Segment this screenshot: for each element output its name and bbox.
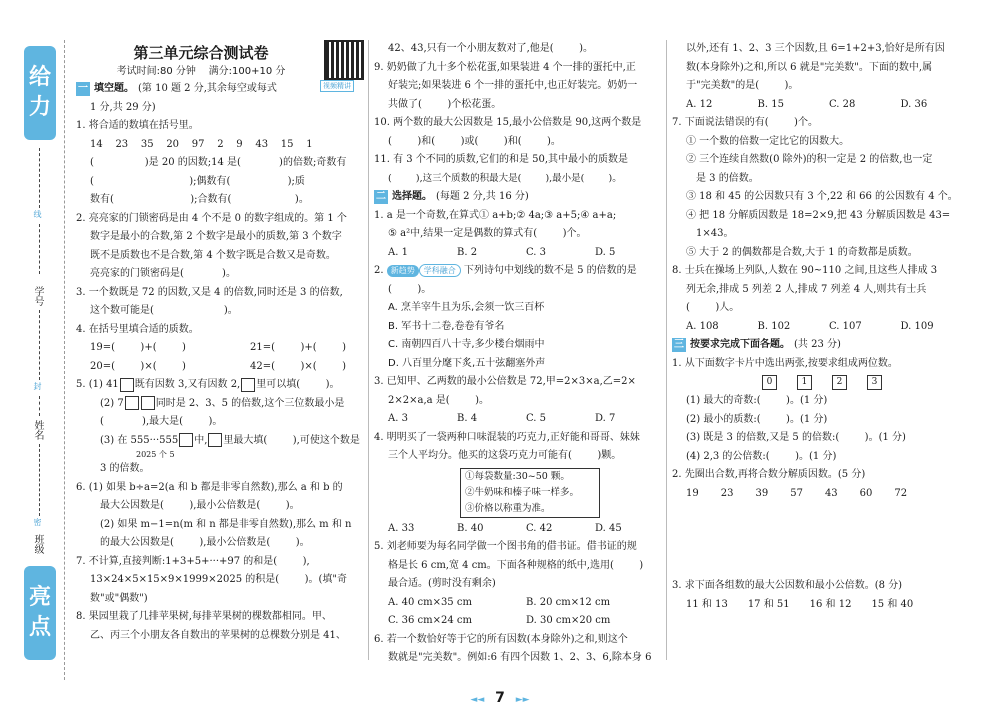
q2-line-1: 2. 亮亮家的门锁密码是由 4 个不是 0 的数字组成的。第 1 个 [76,212,347,224]
column-1 [76,40,366,645]
p3-pair: 11 和 13 [686,598,728,610]
q7-line-3: 数"或"偶数") [90,592,148,604]
c6-line-3: 以外,还有 1、2、3 三个因数,且 6=1+2+3,恰好是所有因 [686,43,945,54]
c2-option-a[interactable]: A. 烹羊宰牛且为乐,会须一饮三百杯 [388,302,545,313]
binding-strip [18,40,60,680]
qr-label[interactable]: 视频精讲 [320,80,354,92]
class-label: 班级 [32,534,43,554]
q5-3-blank[interactable] [179,433,193,447]
q5-1-blank-ref [241,378,255,392]
c6-line-2: 数就是"完美数"。例如:6 有四个因数 1、2、3、6,除本身 6 [388,652,652,663]
c8-option-b[interactable]: B. 102 [757,320,791,332]
q8-line-2: 乙、丙三个小朋友各自数出的苹果树的总棵数分别是 41、 [90,629,346,641]
c5-option-b[interactable]: B. 20 cm×12 cm [526,596,611,608]
bind-mark-seal: 封 [33,382,42,390]
q9-line-1: 9. 奶奶做了九十多个松花蛋,如果装进 4 个一排的蛋托中,正 [374,61,636,73]
c6-line-4: 数(本身除外)之和,所以 6 就是"完美数"。下面的数中,属 [686,61,933,73]
q5-1-c[interactable]: 里可以填( )。 [256,379,340,390]
qr-code-icon[interactable] [324,40,364,80]
q5-2 [76,395,366,414]
page-number: 7 [495,690,505,706]
q11-line-2[interactable]: ( ),这三个质数的积最大是( ),最小是( )。 [388,172,622,184]
c1-options [374,244,664,263]
q2-line-4[interactable]: 亮亮家的门锁密码是( )。 [90,268,236,279]
c5-line-3: 最合适。(剪时没有剩余) [388,578,496,589]
q4-eq-2[interactable]: 21=( )+( ) [250,342,346,353]
q8-line-3[interactable]: 42、43,只有一个小朋友数对了,他是( )。 [388,43,594,54]
p3-text: 3. 求下面各组数的最大公因数和最小公倍数。(8 分) [672,580,903,591]
q4-eq-1[interactable]: 19=( )+( ) [90,342,186,353]
q5-2-c[interactable]: ( ),最大是( )。 [100,416,223,427]
c4-hint-1: ①每袋数量:30~50 颗。 [465,470,570,482]
q6-line-2[interactable]: 最大公因数是( ),最小公倍数是( )。 [100,500,300,511]
c7-item-1: ① 一个数的倍数一定比它的因数大。 [686,135,850,147]
c7-item-5: ⑤ 大于 2 的偶数都是合数,大于 1 的奇数都是质数。 [686,246,918,258]
c7-item-4a: ④ 把 18 分解质因数是 18=2×9,把 43 分解质因数是 43= [686,209,951,221]
section-3-title: 按要求完成下面各题。 [690,339,790,350]
section-1-note: (第 10 题 2 分,其余每空或每式 [138,83,277,94]
section-3-header [672,336,972,355]
section-3-note: (共 23 分) [794,339,841,350]
digit-card: 3 [867,375,882,390]
q5-2-a: (2) 7 [100,397,124,409]
page-footer [0,690,1000,706]
q4-eq-4[interactable]: 42=( )×( ) [250,360,346,372]
tab-bottom-char-1: 亮 [28,585,51,610]
p1-sub-2[interactable]: (2) 最小的质数:( )。(1 分) [686,413,828,425]
c8-line-1: 8. 士兵在操场上列队,人数在 90~110 之间,且这些人排成 3 [672,265,938,276]
q9-line-2: 好装完;如果装进 6 个一排的蛋托中,也正好装完。奶奶一 [388,80,638,91]
score-label: 满分:100+10 分 [208,66,286,77]
q5-2-blank-1[interactable] [125,396,139,410]
q3-line-2[interactable]: 这个数可能是( )。 [90,305,238,316]
c2-line-1: 2. 新趋势 学科融合 下列诗句中划线的数不是 5 的倍数的是 [374,265,637,276]
c2-line-2[interactable]: ( )。 [388,283,432,295]
c7-text[interactable]: 7. 下面说法错误的有( )个。 [672,117,818,128]
q4-eq-3[interactable]: 20=( )×( ) [90,360,186,372]
tab-top-char-2: 力 [28,95,51,120]
p2-text: 2. 先圈出合数,再将合数分解质因数。(5 分) [672,469,866,480]
c1-option-d[interactable]: D. 5 [595,246,616,258]
p1-sub-1[interactable]: (1) 最大的奇数:( )。(1 分) [686,395,828,406]
c4-hint-3: ③价格以称重为准。 [465,502,551,514]
c1-option-a[interactable]: A. 1 [388,246,408,258]
q10-line-1: 10. 两个数的最大公因数是 15,最小公倍数是 90,这两个数是 [374,117,642,128]
c3-option-c[interactable]: C. 5 [526,413,547,424]
q5-3-c[interactable]: 里最大填( ),可使这个数是 [223,434,360,446]
c8-line-2: 列无余,排成 5 列差 2 人,排成 7 列差 4 人,则共有士兵 [686,283,927,295]
c2-option-b[interactable]: B. 军书十二卷,卷卷有爷名 [388,320,505,332]
section-2-note: (每题 2 分,共 16 分) [436,191,529,202]
q5-1-a: 5. (1) 41 [76,379,119,390]
column-2 [374,40,664,668]
c6-options [672,96,972,115]
prev-arrows-icon: ◄◄ [470,695,485,705]
p2-number[interactable]: 57 [790,487,803,499]
p3-pair: 16 和 12 [809,598,852,610]
q3-line-1: 3. 一个数既是 72 的因数,又是 4 的倍数,同时还是 3 的倍数, [76,286,343,298]
c3-option-d[interactable]: D. 7 [595,413,616,424]
next-arrows-icon: ►► [515,695,530,705]
q4-text: 4. 在括号里填合适的质数。 [76,323,199,335]
c5-options-row-2 [374,612,664,631]
column-3 [672,40,972,614]
c4-options [374,520,664,539]
c6-line-1: 6. 若一个数恰好等于它的所有因数(本身除外)之和,则这个 [374,633,628,645]
digit-card: 2 [832,375,847,390]
p2-answer-space[interactable] [672,503,972,577]
digit-card: 1 [797,375,812,390]
c5-line-2[interactable]: 格是长 6 cm,宽 4 cm。下面各种规格的纸中,选用( ) [388,559,644,571]
c6-option-a[interactable]: A. 12 [686,98,713,110]
q1-line-1[interactable]: ( )是 20 的因数;14 是( )的倍数;奇数有 [90,157,347,168]
c4-option-d[interactable]: D. 45 [595,522,622,534]
cut-line [64,40,65,680]
c5-options-row-1 [374,594,664,613]
p3-pair: 15 和 40 [871,598,914,610]
tab-bottom [24,566,56,660]
tab-bottom-char-2: 点 [28,615,51,640]
p2-number[interactable]: 72 [894,487,908,499]
student-id-label: 学号 [32,286,43,306]
c1-line-2[interactable]: ⑤ a²中,结果一定是偶数的算式有( )个。 [388,228,587,239]
section-2-title: 选择题。 [392,191,432,202]
c5-option-a[interactable]: A. 40 cm×35 cm [388,596,472,608]
c4-line-1: 4. 明明买了一袋两种口味混装的巧克力,正好能和哥哥、妹妹 [374,431,640,443]
subject-tag: 学科融合 [419,264,461,277]
q1-text: 1. 将合适的数填在括号里。 [76,120,199,131]
c1-line-1: 1. a 是一个奇数,在算式① a+b;② 4a;③ a+5;④ a+a; [374,209,617,221]
q7-line-2[interactable]: 13×24×5×15×9×1999×2025 的积是( )。(填"奇 [90,574,347,585]
p2-number[interactable]: 19 [686,487,699,499]
c2-option-d[interactable]: D. 八百里分麾下炙,五十弦翻塞外声 [388,357,546,369]
c3-options [374,410,664,429]
c7-item-2a: ② 三个连续自然数(0 除外)的积一定是 2 的倍数,也一定 [686,154,933,165]
q5-2-b: 同时是 2、3、5 的倍数,这个三位数最小是 [155,397,345,409]
c6-option-c[interactable]: C. 28 [829,98,856,110]
q4-row-2 [76,358,366,377]
c4-option-a[interactable]: A. 33 [388,522,415,534]
q2-line-2: 数字是最小的合数,第 2 个数字是最小的质数,第 3 个数字 [90,231,342,242]
q11-line-1: 11. 有 3 个不同的质数,它们的和是 50,其中最小的质数是 [374,154,629,165]
q5-3-e: 3 的倍数。 [100,463,150,474]
c3-line-1: 3. 已知甲、乙两数的最小公倍数是 72,甲=2×3×a,乙=2× [374,376,636,387]
p1-sub-3[interactable]: (3) 既是 3 的倍数,又是 5 的倍数:( )。(1 分) [686,432,906,443]
c6-option-b[interactable]: B. 15 [757,98,784,110]
q1-numbers: 14 23 35 20 97 2 9 43 15 1 [90,138,313,150]
bind-mark-secret: 密 [33,518,42,526]
p2-number[interactable]: 60 [859,487,873,499]
q5-2-blank-2[interactable] [141,396,155,410]
p1-sub-4[interactable]: (4) 2,3 的公倍数:( )。(1 分) [686,450,837,462]
section-3-number: 三 [674,339,684,351]
c8-options [672,318,972,337]
q9-line-3[interactable]: 共做了( )个松花蛋。 [388,98,502,110]
p3-numbers [672,596,972,615]
c4-hint-box [460,468,600,518]
c1-option-b[interactable]: B. 2 [457,246,478,258]
c7-item-3: ③ 18 和 45 的公因数只有 3 个,22 和 66 的公因数有 4 个。 [686,191,958,202]
c4-option-c[interactable]: C. 42 [526,522,553,534]
c6-line-5[interactable]: 于"完美数"的是( )。 [686,80,799,91]
q5-1-b: 既有因数 3,又有因数 2, [134,379,241,390]
c1-option-c[interactable]: C. 3 [526,246,547,258]
c7-item-2b: 是 3 的倍数。 [696,172,759,184]
trend-tag: 新趋势 [387,265,419,277]
p3-pair: 17 和 51 [747,598,790,610]
bind-mark-line: 线 [33,210,42,218]
q5-3-brace-label: 2025 个 5 [136,450,175,459]
page-title: 第三单元综合测试卷 [133,44,269,62]
column-divider-1 [368,40,369,660]
q5-1-blank[interactable] [120,378,134,392]
section-1-note-2: 1 分,共 29 分) [90,101,156,113]
q7-line-1[interactable]: 7. 不计算,直接判断:1+3+5+···+97 的和是( ), [76,555,310,567]
p1-text: 1. 从下面数字卡片中选出两张,按要求组成两位数。 [672,357,898,369]
q8-line-1: 8. 果园里栽了几排苹果树,每排苹果树的棵数都相同。甲、 [76,611,332,622]
c8-option-a[interactable]: A. 108 [686,320,719,332]
c8-line-3[interactable]: ( )人。 [686,302,740,313]
section-2-header [374,188,664,207]
q10-line-2[interactable]: ( )和( )或( )和( )。 [388,135,561,147]
q5-3 [76,432,366,451]
c3-line-2[interactable]: 2×2×a,a 是( )。 [388,394,489,406]
c5-option-c[interactable]: C. 36 cm×24 cm [388,615,473,626]
column-divider-2 [666,40,667,660]
c2-text: 下列诗句中划线的数不是 5 的倍数的是 [463,265,637,276]
c2-option-c[interactable]: C. 南朝四百八十寺,多少楼台烟雨中 [388,339,545,350]
c8-option-d[interactable]: D. 109 [900,320,934,332]
c5-line-1: 5. 刘老师要为每名同学做一个图书角的借书证。借书证的规 [374,541,637,552]
p2-number[interactable]: 39 [755,487,769,499]
q5-3-b: 中, [194,434,208,446]
c4-hint-2: ②牛奶味和榛子味一样多。 [465,486,580,498]
c3-option-a[interactable]: A. 3 [388,413,408,424]
c5-option-d[interactable]: D. 30 cm×20 cm [526,615,611,626]
c4-option-b[interactable]: B. 40 [457,522,484,534]
section-1-title: 填空题。 [94,83,134,94]
tab-top [24,46,56,140]
q5-3-blank-ref [208,433,222,447]
exam-info [76,64,366,80]
q5-1 [76,376,366,395]
q6-line-1: 6. (1) 如果 b÷a=2(a 和 b 都是非零自然数),那么 a 和 b 的 [76,481,343,493]
q6-line-3: (2) 如果 m−1=n(m 和 n 都是非零自然数),那么 m 和 n [100,518,352,530]
c7-item-4b: 1×43。 [696,228,734,239]
q1-line-2[interactable]: ( );偶数有( );质 [90,175,305,187]
q2-line-3: 既不是质数也不是合数,第 4 个数字既是合数又是奇数。 [90,249,336,261]
q5-3-a: (3) 在 555···555 [100,434,179,446]
q6-line-4[interactable]: 的最大公因数是( ),最小公倍数是( )。 [100,537,310,548]
c6-option-d[interactable]: D. 36 [900,98,928,110]
c3-option-b[interactable]: B. 4 [457,413,478,424]
section-1-number: 一 [78,83,88,95]
p2-number[interactable]: 23 [720,487,734,499]
time-label: 考试时间:80 分钟 [116,66,196,77]
digit-cards [672,375,972,390]
q4-row-1 [76,339,366,358]
name-label: 姓名 [32,420,43,440]
p2-numbers [672,485,972,504]
c4-line-2[interactable]: 三个人平均分。他买的这袋巧克力可能有( )颗。 [388,450,622,461]
q1-line-3[interactable]: 数有( );合数有( )。 [90,194,309,205]
section-2-number: 二 [376,191,386,203]
tab-top-char-1: 给 [28,65,51,90]
c8-option-c[interactable]: C. 107 [829,320,862,332]
p2-number[interactable]: 43 [824,487,838,499]
digit-card: 0 [762,375,777,390]
